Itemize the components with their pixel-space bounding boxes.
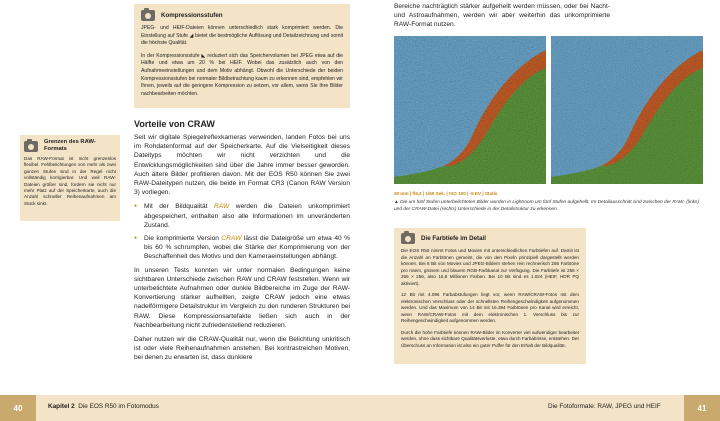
body-column-left <box>134 133 350 363</box>
exif-line: 29 mm | f/6,3 | 1/60 Sek. | ISO 100 | -5 EV | Stativ <box>394 191 498 196</box>
photo-craw-image <box>551 36 703 184</box>
footer-section-title: Die Fotoformate: RAW, JPEG und HEIF <box>548 403 661 410</box>
tip-title: Die Farbtiefe im Detail <box>421 235 486 242</box>
tip-paragraph: Die EOS R50 nimmt Fotos und Movies mit unterschiedlichen Farbtiefen auf. Damit ist die Anzahl an Farbtönen gemeint, die von den Pixeln prinzipiell dargestellt werden können. Bei 8 Bit von Movies und JPEG-Bildern stehen rein rechnerisch 256 Farbtöne pro rotem, grünem und blauem RGB-Farbkanal zur Verfügung. Die Farbtiefe ist 256 × 256 × 256, also 16,8 Millionen Farben. Bei 10 Bit sind es 1.024 (HEIF, HDR PQ aktiviert). <box>401 248 579 286</box>
tip-title: Grenzen des RAW-Formats <box>44 139 96 152</box>
footer-chapter: Kapitel 2 Die EOS R50 im Fotomodus <box>48 403 159 410</box>
photo-caption: ▲ Die um fünf Stufen unterbelichteten Bilder wurden in Lightroom um fünf Stufen aufgehellt. Im Detailausschnitt sind zwischen der RAW- (links) und der CRAW-Datei (rechts) Unterschiede in der Detailstruktur zu erkennen. <box>394 200 700 212</box>
body-column-right <box>394 2 610 30</box>
body-paragraph: Seit wir digitale Spiegelreflexkameras verwenden, landen Fotos bei uns im Rohdatenformat auf der Speicherkarte. Auf die Vielseitigkeit dieses Dateityps möchten wir nicht verzichten und die Entwicklungsmöglichkeiten sind über die Jahre immer besser geworden. Auch ältere Bilder profitieren davon. Mit der EOS R50 können Sie zwei RAW-Dateitypen nutzen, die beide im Format CR3 (Canon RAW Version 3) vorliegen. <box>134 134 350 197</box>
tip-title: Kompressionsstufen <box>161 12 223 19</box>
bullet-item: ● Mit der Bildqualität RAW werden die Dateien unkomprimiert abgespeichert, enthalten also alle Informationen im unveränderten Zustand. <box>134 202 350 230</box>
body-paragraph: Daher nutzen wir die CRAW-Qualität nur, wenn die Belichtung unkritisch ist oder viele Reihenaufnahmen anstehen. Bei kontrastreichen Motiven, bei denen zu erwarten ist, dass dunklere <box>134 336 350 362</box>
tip-box-compression <box>134 4 350 108</box>
photo-raw-detail <box>394 36 546 184</box>
footer-bar-right <box>360 395 720 421</box>
camera-icon <box>24 141 38 152</box>
tip-box-raw-limits <box>20 135 120 221</box>
body-paragraph: Bereiche nachträglich stärker aufgehellt werden müssen, oder bei Nacht- und Astroaufnahmen, werden wir aber weiterhin das unkomprimierte RAW-Format nutzen. <box>394 3 610 29</box>
body-paragraph: In unseren Tests konnten wir unter normalen Bedingungen keine sichtbaren Unterschiede zwischen RAW und CRAW feststellen. Wenn wir unterbelichtete Aufnahmen oder dunkle Bildbereiche im Zuge der RAW-Konvertierung stärker aufhellten, zeigte CRAW jedoch eine etwas nadelförmigere Detailstruktur im Vergleich zu den runderen Strukturen bei RAW. Diese Kompressionsartefakte ließen sich auch in der Nachbearbeitung nicht zufriedenstellend reduzieren. <box>134 266 350 329</box>
page-number-left: 40 <box>0 395 36 421</box>
tip-paragraph: Das RAW-Format ist nicht grenzenlos flexibel. Fehlbelichtungen von mehr als zwei ganzen Stufen sind in der Regel nicht vollständig korrigierbar. Und weil RAW-Dateien größer sind, fordern sie nicht nur mehr Platz auf der Speicherkarte, auch die Anzahl schneller Reihenaufnahmen am Stück sinkt. <box>24 156 116 206</box>
camera-icon <box>141 10 155 21</box>
tip-paragraph: In der Kompressionsstufe ◣ reduziert sich das Speichervolumen bei JPEG etwa auf die Hälfte und etwa um 20 % bei HEIF. Wobei das zusätzlich auch von den Aufnahmeeinstellungen und dem Motiv abhängt. Obwohl die Unterschiede der beiden Kompressionsstufen bei normaler Bildbetrachtung kaum zu erkennen sind, empfehlen wir Ihnen, jeweils auf die geringere Kompression zu setzen, vor allem, wenn Sie Ihre Bilder nachbearbeiten möchten. <box>141 52 343 97</box>
tip-paragraph: Durch die hohe Farbtiefe können RAW-Bilder im Konverter viel aufwendiger bearbeitet werden, ohne dass sichtbare Qualitätsverluste, etwa durch Farbabrisse, entstehen. Der Überschuss an Information ist also ein guter Puffer für den Erhalt der Bildqualität. <box>401 329 579 348</box>
highlight-raw: RAW <box>213 203 230 211</box>
tip-box-color-depth <box>394 228 586 364</box>
bullet-item: ● Die komprimierte Version CRAW lässt die Dateigröße um etwa 40 % bis 60 % schrumpfen, wobei die Stärke der Komprimierung von der Beschaffenheit des Motivs und den Kameraeinstellungen abhängt. <box>134 234 350 262</box>
bullet-list <box>134 202 350 261</box>
section-heading: Vorteile von CRAW <box>134 119 215 129</box>
photo-raw-image <box>394 36 546 184</box>
highlight-craw: CRAW <box>221 235 242 243</box>
page-number-right: 41 <box>684 395 720 421</box>
tip-paragraph: JPEG- und HEIF-Dateien können unterschiedlich stark komprimiert werden. Die Einstellung auf Stufe ◢ bietet die bestmögliche Auflösung und Detailzeichnung und somit die höchste Qualität. <box>141 25 343 47</box>
tip-paragraph: 12 Bit mit 4.096 Farbabstufungen liegt vor, wenn RAW/CRAW-Fotos mit dem elektronischen Verschluss oder der schnellsten Reihengeschwindigkeit aufgenommen werden. Und das Maximum von 14 Bit mit 16.384 Farbtönen pro Kanal wird erreicht, wenn RAW/CRAW-Fotos mit dem elektronischen 1. Verschluss bis zur Reihengeschwindigkeit aufgenommen werden. <box>401 292 579 323</box>
photo-craw-detail <box>551 36 703 184</box>
camera-icon <box>401 233 415 244</box>
